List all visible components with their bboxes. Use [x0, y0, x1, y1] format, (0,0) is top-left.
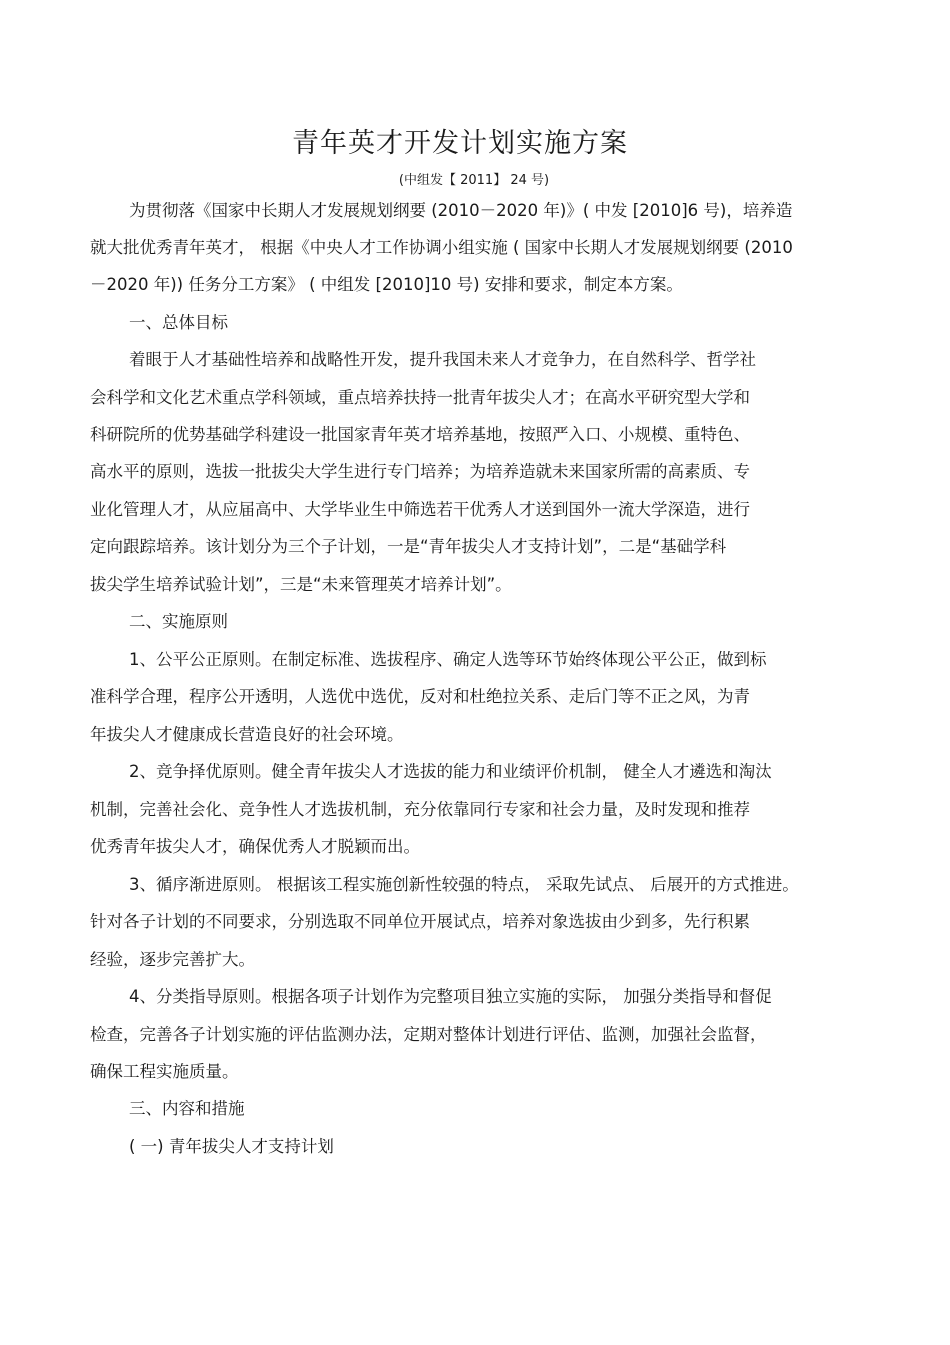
paragraph-line: 为贯彻落《国家中长期人才发展规划纲要 (2010－2020 年)》( 中发 [2010]6 号)，培养造 — [129, 201, 793, 220]
paragraph-line: 科研院所的优势基础学科建设一批国家青年英才培养基地，按照严入口、小规模、重特色、 — [90, 425, 750, 444]
paragraph-line: 3、循序渐进原则。 根据该工程实施创新性较强的特点， 采取先试点、 后展开的方式推进。 — [129, 875, 799, 894]
paragraph-line: 就大批优秀青年英才， 根据《中央人才工作协调小组实施 ( 国家中长期人才发展规划纲要 (2010 — [90, 238, 793, 257]
paragraph-line: 高水平的原则，选拔一批拔尖大学生进行专门培养；为培养造就未来国家所需的高素质、专 — [90, 462, 750, 481]
paragraph-line: 优秀青年拔尖人才，确保优秀人才脱颖而出。 — [90, 837, 420, 856]
paragraph-line: 经验，逐步完善扩大。 — [90, 950, 255, 969]
document-title: 青年英才开发计划实施方案 — [292, 128, 628, 159]
paragraph-line: 检查，完善各子计划实施的评估监测办法，定期对整体计划进行评估、监测，加强社会监督， — [90, 1025, 767, 1044]
document-number: (中组发【 2011】 24 号) — [398, 173, 550, 188]
section-heading: 一、总体目标 — [129, 313, 228, 332]
paragraph-line: 4、分类指导原则。根据各项子计划作为完整项目独立实施的实际， 加强分类指导和督促 — [129, 987, 772, 1006]
paragraph-line: 机制，完善社会化、竞争性人才选拔机制，充分依靠同行专家和社会力量，及时发现和推荐 — [90, 800, 750, 819]
paragraph-line: 年拔尖人才健康成长营造良好的社会环境。 — [90, 725, 404, 744]
paragraph-line: 定向跟踪培养。该计划分为三个子计划，一是“青年拔尖人才支持计划”，二是“基础学科 — [90, 537, 727, 556]
paragraph-line: 会科学和文化艺术重点学科领域，重点培养扶持一批青年拔尖人才；在高水平研究型大学和 — [90, 388, 750, 407]
paragraph-line: 1、公平公正原则。在制定标准、选拔程序、确定人选等环节始终体现公平公正，做到标 — [129, 650, 767, 669]
section-heading: 三、内容和措施 — [129, 1099, 245, 1118]
paragraph-line: 着眼于人才基础性培养和战略性开发，提升我国未来人才竞争力，在自然科学、哲学社 — [129, 350, 756, 369]
paragraph-line: 针对各子计划的不同要求，分别选取不同单位开展试点，培养对象选拔由少到多，先行积累 — [90, 912, 750, 931]
paragraph-line: 确保工程实施质量。 — [90, 1062, 239, 1081]
paragraph-line: 准科学合理，程序公开透明，人选优中选优，反对和杜绝拉关系、走后门等不正之风，为青 — [90, 687, 750, 706]
paragraph-line: 业化管理人才，从应届高中、大学毕业生中筛选若干优秀人才送到国外一流大学深造，进行 — [90, 500, 750, 519]
section-heading: 二、实施原则 — [129, 612, 228, 631]
subsection-heading: ( 一) 青年拔尖人才支持计划 — [129, 1137, 334, 1156]
paragraph-line: －2020 年)) 任务分工方案》 ( 中组发 [2010]10 号) 安排和要求，制定本方案。 — [90, 275, 683, 294]
paragraph-line: 2、竞争择优原则。健全青年拔尖人才选拔的能力和业绩评价机制， 健全人才遴选和淘汰 — [129, 762, 772, 781]
paragraph-line: 拔尖学生培养试验计划”，三是“未来管理英才培养计划”。 — [90, 575, 512, 594]
